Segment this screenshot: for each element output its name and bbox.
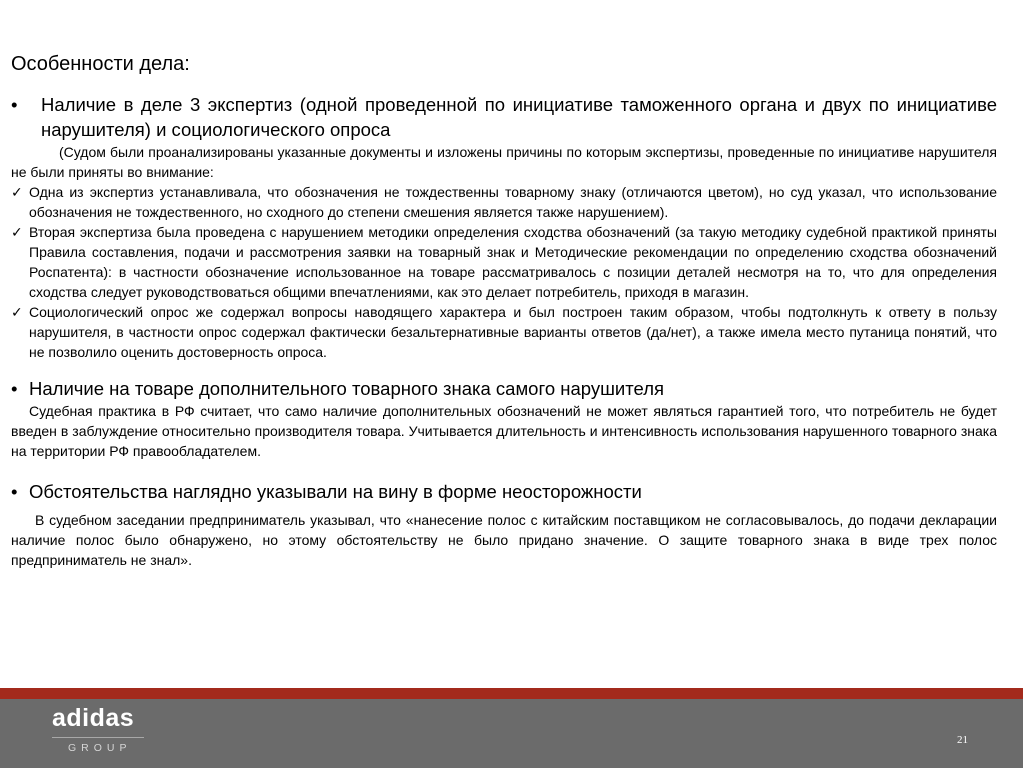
logo-divider (52, 737, 144, 738)
slide-title: Особенности дела: (11, 53, 190, 75)
check-item (11, 302, 997, 362)
bullet-negligence (11, 479, 997, 504)
bullet-expertises (11, 92, 997, 142)
logo-wordmark: adidas (52, 704, 135, 732)
negligence-text: В судебном заседании предприниматель указывал, что «нанесение полос с китайским поставщиком не согласовывалось, до подачи декларации наличие полос было обнаружено, но этому обстоятельству не было придано значение. О защите товарного знака в виде трех полос предприниматель не знал». (11, 512, 997, 568)
check-item-text: Социологический опрос же содержал вопросы наводящего характера и был построен таким образом, чтобы подтолкнуть к ответу в пользу нарушителя, в частности опрос содержал фактически безальтернативные варианты ответов (да/нет), а также имела место путаница понятий, что не позволило оценить достоверность опроса. (29, 304, 997, 360)
slide-content (11, 50, 997, 570)
page-number: 21 (957, 734, 968, 746)
bullet-text: Наличие в деле 3 экспертиз (одной проведенной по инициативе таможенного органа и двух по инициативе нарушителя) и социологического опроса (41, 94, 997, 140)
adidas-group-logo (52, 703, 148, 755)
bullet-marker: • (11, 94, 18, 115)
check-item (11, 222, 997, 302)
bullet-marker: • (11, 378, 18, 399)
check-item-text: Одна из экспертиз устанавливала, что обозначения не тождественны товарному знаку (отличаются цветом), но суд указал, что использование обозначения не тождественного, но сходного до степени смешения является также нарушением). (29, 184, 997, 220)
bullet-marker: • (11, 481, 18, 502)
bullet-text: Наличие на товаре дополнительного товарного знака самого нарушителя (29, 378, 665, 399)
checkmark-icon: ✓ (11, 304, 23, 320)
logo-group-text: GROUP (68, 742, 132, 754)
bullet-additional-mark (11, 376, 997, 401)
checkmark-icon: ✓ (11, 224, 23, 240)
checkmark-icon: ✓ (11, 184, 23, 200)
check-item-text: Вторая экспертиза была проведена с нарушением методики определения сходства обозначений (за такую методику судебной практикой приняты Правила составления, подачи и рассмотрения заявки на товарный знак и Методические рекомендации по определению сходства обозначений Роспатента): в частности обозначение использованное на товаре рассматривалось с позиции деталей несмотря на то, что для определения сходства следует руководствоваться общими впечатлениями, как это делает потребитель, приходя в магазин. (29, 224, 997, 300)
additional-mark-text: Судебная практика в РФ считает, что само наличие дополнительных обозначений не может являться гарантией того, что потребитель не будет введен в заблуждение относительно производителя товара. Учитывается длительность и интенсивность использования нарушенного товарного знака на территории РФ правообладателем. (11, 403, 997, 459)
footer-red-band (0, 688, 1023, 699)
check-item (11, 182, 997, 222)
footer-bar (0, 699, 1023, 768)
expertises-note: (Судом были проанализированы указанные документы и изложены причины по которым экспертизы, проведенные по инициативе нарушителя не были приняты во внимание: (11, 144, 997, 180)
bullet-text: Обстоятельства наглядно указывали на вину в форме неосторожности (29, 481, 642, 502)
